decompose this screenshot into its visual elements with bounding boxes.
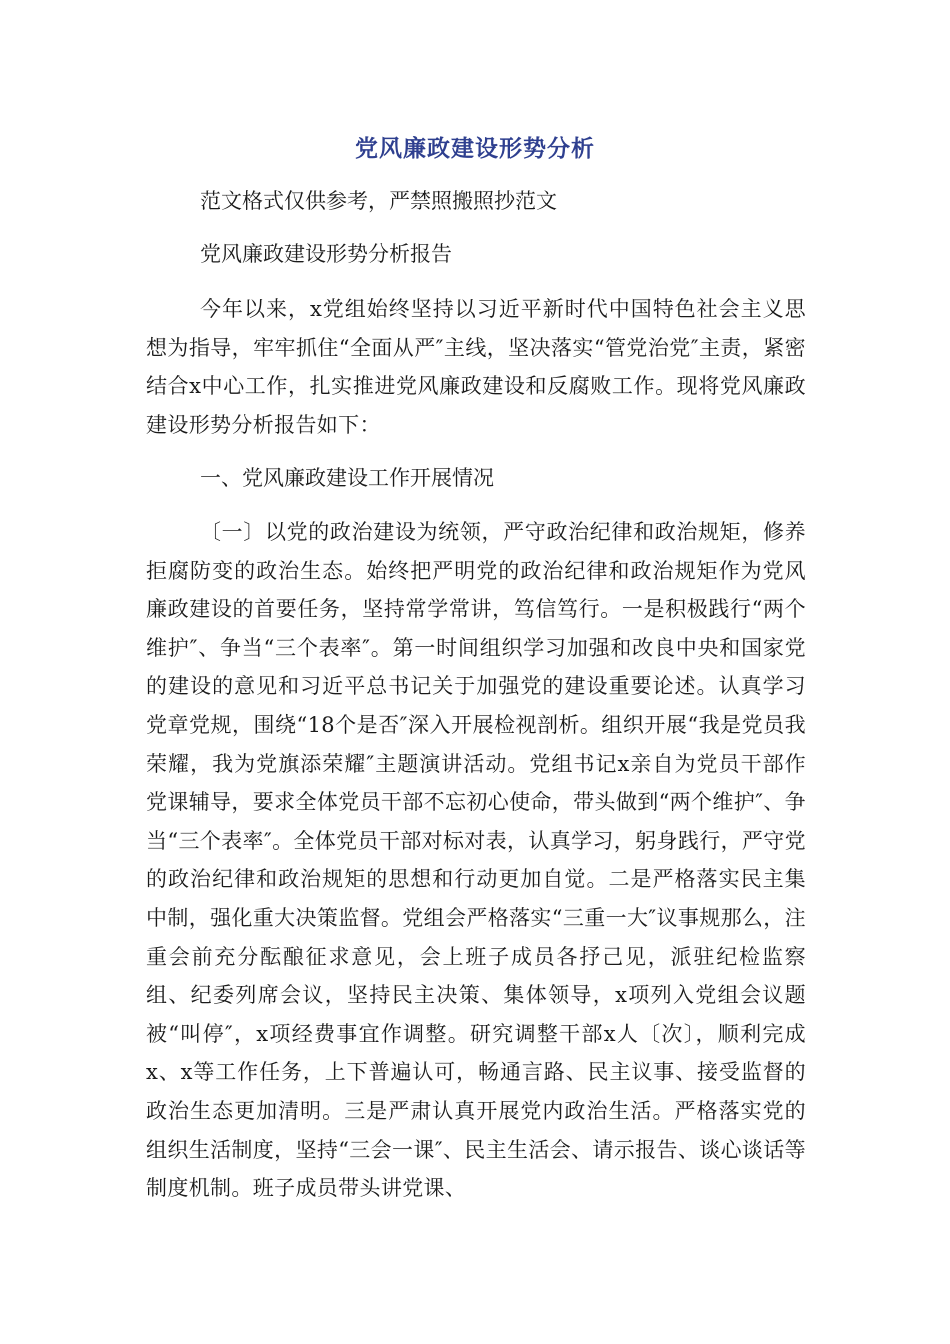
- section-heading: 一、党风廉政建设工作开展情况: [200, 466, 494, 490]
- document-title: 党风廉政建设形势分析: [355, 136, 595, 162]
- section-paragraph: 〔一〕以党的政治建设为统领，严守政治纪律和政治规矩，修养拒腐防变的政治生态。始终把严明党的政治纪律和政治规矩作为党风廉政建设的首要任务，坚持常学常讲，笃信笃行。一是积极践行“两个维护″、争当“三个表率″。第一时间组织学习加强和改良中央和国家党的建设的意见和习近平总书记关于加强党的建设重要论述。认真学习党章党规，围绕“18个是否″深入开展检视剖析。组织开展“我是党员我荣耀，我为党旗添荣耀″主题演讲活动。党组书记x亲自为党员干部作党课辅导，要求全体党员干部不忘初心使命，带头做到“两个维护″、争当“三个表率″。全体党员干部对标对表，认真学习，躬身践行，严守党的政治纪律和政治规矩的思想和行动更加自觉。二是严格落实民主集中制，强化重大决策监督。党组会严格落实“三重一大″议事规那么，注重会前充分酝酿征求意见，会上班子成员各抒己见，派驻纪检监察组、纪委列席会议，坚持民主决策、集体领导，x项列入党组会议题被“叫停″，x项经费事宜作调整。研究调整干部x人〔次〕，顺利完成x、x等工作任务，上下普遍认可，畅通言路、民主议事、接受监督的政治生态更加清明。三是严肃认真开展党内政治生活。严格落实党的组织生活制度，坚持“三会一课″、民主生活会、请示报告、谈心谈话等制度机制。班子成员带头讲党课、: [146, 520, 806, 1201]
- intro-paragraph: 今年以来，x党组始终坚持以习近平新时代中国特色社会主义思想为指导，牢牢抓住“全面从严″主线，坚决落实“管党治党″主责，紧密结合x中心工作，扎实推进党风廉政建设和反腐败工作。现将党风廉政建设形势分析报告如下：: [146, 297, 806, 437]
- disclaimer-line: 范文格式仅供参考，严禁照搬照抄范文: [200, 189, 557, 213]
- report-title-line: 党风廉政建设形势分析报告: [200, 242, 452, 266]
